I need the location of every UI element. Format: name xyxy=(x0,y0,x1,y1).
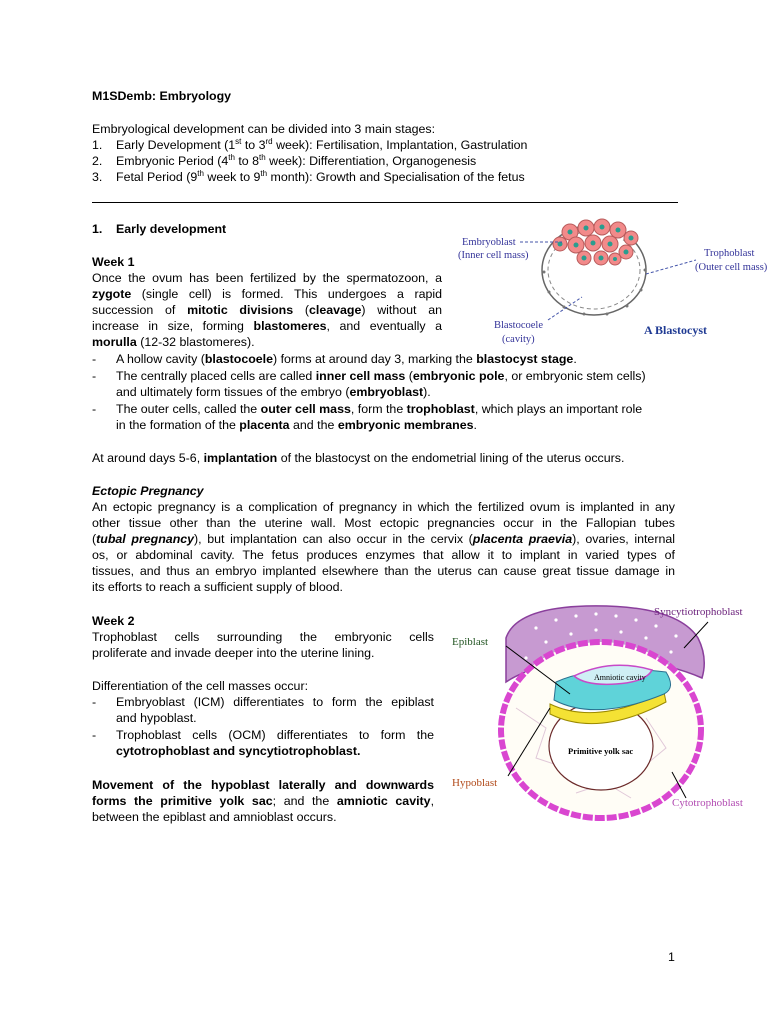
ectopic-line: other tissue other than the uterine wall. Most ectopic pregnancies occur in the Fallopian tubes xyxy=(92,516,675,530)
bullet-dash: - xyxy=(92,352,97,366)
ocm-label: (Outer cell mass) xyxy=(695,262,768,273)
week2-line: Trophoblast cells surrounding the embryonic cells xyxy=(92,630,434,644)
stage-sup: th xyxy=(260,168,268,178)
stage-text: to 8 xyxy=(234,154,260,168)
cavity-label: (cavity) xyxy=(502,334,535,345)
stage-sup: st xyxy=(235,136,242,146)
ectopic-line: An ectopic pregnancy is a complication of pregnancy in which the fertilized ovum is implanted in any xyxy=(92,500,675,514)
stage-text: week): Fertilisation, Implantation, Gastrulation xyxy=(272,138,528,152)
blastocyst-figure xyxy=(452,212,768,348)
week2-embryo-figure xyxy=(446,598,768,830)
blastocyst-caption: A Blastocyst xyxy=(644,323,707,337)
stage-text: to 3 xyxy=(241,138,266,152)
trophoblast-pointer xyxy=(646,260,696,274)
week2-diagram xyxy=(501,606,708,818)
ectopic-line: os, or abdominal cavity. The fetus produces enzymes that allow it to implant in varied types of xyxy=(92,548,675,562)
week1-heading: Week 1 xyxy=(92,255,135,269)
term: outer cell mass xyxy=(260,402,351,416)
stage-text: week to 9 xyxy=(203,170,261,184)
term: cleavage xyxy=(309,303,362,317)
text: succession of xyxy=(92,303,188,317)
ectopic-line: its efforts to reach a sufficient supply of blood. xyxy=(92,580,343,594)
week2-line: Differentiation of the cell masses occur: xyxy=(92,679,309,693)
stage-item xyxy=(92,136,528,153)
cytotrophoblast-label: Cytotrophoblast xyxy=(672,797,743,809)
ectopic-heading: Ectopic Pregnancy xyxy=(92,484,204,498)
blastocyst-diagram xyxy=(520,219,696,320)
week1-line xyxy=(92,334,255,350)
term: placenta xyxy=(239,418,290,432)
term: forms the primitive yolk sac xyxy=(92,794,273,808)
ectopic-line xyxy=(92,531,675,547)
bullet-dash: - xyxy=(92,402,97,416)
stage-sup: th xyxy=(197,168,204,178)
week2-line: Movement of the hypoblast laterally and downwards xyxy=(92,778,434,792)
section-title: Early development xyxy=(116,222,227,236)
term: morulla xyxy=(92,335,137,349)
bullet-text: Trophoblast cells (OCM) differentiates to form the xyxy=(116,728,434,742)
stage-sup: rd xyxy=(265,136,273,146)
term: placenta praevia xyxy=(472,532,573,546)
implantation-line xyxy=(92,450,624,466)
term: embryoblast xyxy=(349,385,424,399)
term: trophoblast xyxy=(406,402,475,416)
stage-text: Embryonic Period (4 xyxy=(116,154,229,168)
text: increase in size, forming xyxy=(92,319,254,333)
text: of the blastocyst on the endometrial lining of the uterus occurs. xyxy=(277,451,625,465)
hypoblast-label: Hypoblast xyxy=(452,777,498,789)
bullet-text: Embryoblast (ICM) differentiates to form the epiblast xyxy=(116,695,434,709)
intro-lead: Embryological development can be divided into 3 main stages: xyxy=(92,122,436,136)
text: ( xyxy=(293,303,310,317)
term: mitotic divisions xyxy=(187,303,294,317)
text: , or embryonic stem cells) xyxy=(504,369,646,383)
section-number: 1. xyxy=(92,222,103,236)
bullet-continuation: and hypoblast. xyxy=(116,711,197,725)
horizontal-divider xyxy=(92,202,678,203)
week2-line xyxy=(92,793,434,809)
text: ) without an xyxy=(361,303,443,317)
week1-line: Once the ovum has been fertilized by the spermatozoon, a xyxy=(92,271,442,285)
bullet-continuation xyxy=(116,417,477,433)
term: blastocyst stage xyxy=(476,352,574,366)
text: ( xyxy=(405,369,413,383)
text: and the xyxy=(289,418,338,432)
stage-item xyxy=(92,168,525,185)
bullet-dash: - xyxy=(92,369,97,383)
bullet-continuation xyxy=(116,384,431,400)
ectopic-line: tissues, and thus an embryo implanted elsewhere than the uterus can cause great tissue damage in xyxy=(92,564,675,578)
bullet-item xyxy=(92,727,96,743)
amniotic-cavity-label: Amniotic cavity xyxy=(594,673,646,682)
term: tubal pregnancy xyxy=(96,532,195,546)
week1-line xyxy=(92,318,442,334)
text: ). xyxy=(423,385,431,399)
text: ), but implantation can also occur in the cervix ( xyxy=(194,532,473,546)
week1-line xyxy=(92,286,442,302)
term: inner cell mass xyxy=(315,369,406,383)
bullet-continuation: cytotrophoblast and syncytiotrophoblast. xyxy=(116,744,361,758)
term: embryonic pole xyxy=(412,369,505,383)
text: ; and the xyxy=(272,794,337,808)
text: The outer cells, called the xyxy=(116,402,261,416)
week2-line: proliferate and invade deeper into the uterine lining. xyxy=(92,646,375,660)
yolk-sac-label: Primitive yolk sac xyxy=(568,746,634,756)
stage-text: week): Differentiation, Organogenesis xyxy=(265,154,477,168)
bullet-dash: - xyxy=(92,695,97,709)
stage-number: 3. xyxy=(92,170,103,184)
stage-text: month): Growth and Specialisation of the fetus xyxy=(267,170,525,184)
term: zygote xyxy=(92,287,132,301)
bullet-item xyxy=(92,401,643,417)
text: ( xyxy=(92,532,97,546)
stage-sup: th xyxy=(259,152,266,162)
text: ), ovaries, internal xyxy=(572,532,675,546)
week2-line: between the epiblast and amnioblast occurs. xyxy=(92,810,337,824)
text: . xyxy=(573,352,577,366)
text: (12-32 blastomeres). xyxy=(136,335,255,349)
text: (single cell) is formed. This undergoes a rapid xyxy=(131,287,442,301)
term: implantation xyxy=(203,451,278,465)
term: amniotic cavity xyxy=(336,794,431,808)
bullet-item xyxy=(92,368,646,384)
term: blastocoele xyxy=(204,352,274,366)
text: , xyxy=(430,794,435,808)
blastocoele-label: Blastocoele xyxy=(494,320,543,331)
term: blastomeres xyxy=(253,319,327,333)
text: , which plays an important role xyxy=(474,402,643,416)
stage-number: 2. xyxy=(92,154,103,168)
syncytiotrophoblast-label: Syncytiotrophoblast xyxy=(654,606,743,618)
stage-sup: th xyxy=(228,152,235,162)
bullet-item xyxy=(92,694,96,710)
text: in the formation of the xyxy=(116,418,240,432)
stage-number: 1. xyxy=(92,138,103,152)
week1-line xyxy=(92,302,442,318)
week2-heading: Week 2 xyxy=(92,614,135,628)
text: . xyxy=(473,418,477,432)
bullet-item xyxy=(92,351,577,367)
text: The centrally placed cells are called xyxy=(116,369,316,383)
page-number: 1 xyxy=(668,950,675,964)
text: and ultimately form tissues of the embryo ( xyxy=(116,385,350,399)
embryoblast-label: Embryoblast xyxy=(462,237,516,248)
stage-item xyxy=(92,152,477,169)
stage-text: Fetal Period (9 xyxy=(116,170,198,184)
text: At around days 5-6, xyxy=(92,451,204,465)
stage-text: Early Development (1 xyxy=(116,138,236,152)
term: embryonic membranes xyxy=(337,418,474,432)
text: A hollow cavity ( xyxy=(116,352,205,366)
icm-label: (Inner cell mass) xyxy=(458,250,529,261)
text: ) forms at around day 3, marking the xyxy=(273,352,477,366)
text: , and eventually a xyxy=(326,319,442,333)
epiblast-label: Epiblast xyxy=(452,636,489,648)
text: , form the xyxy=(350,402,407,416)
page-title: M1SDemb: Embryology xyxy=(92,89,232,103)
bullet-dash: - xyxy=(92,728,97,742)
trophoblast-label: Trophoblast xyxy=(704,248,755,259)
section-heading xyxy=(92,221,227,237)
